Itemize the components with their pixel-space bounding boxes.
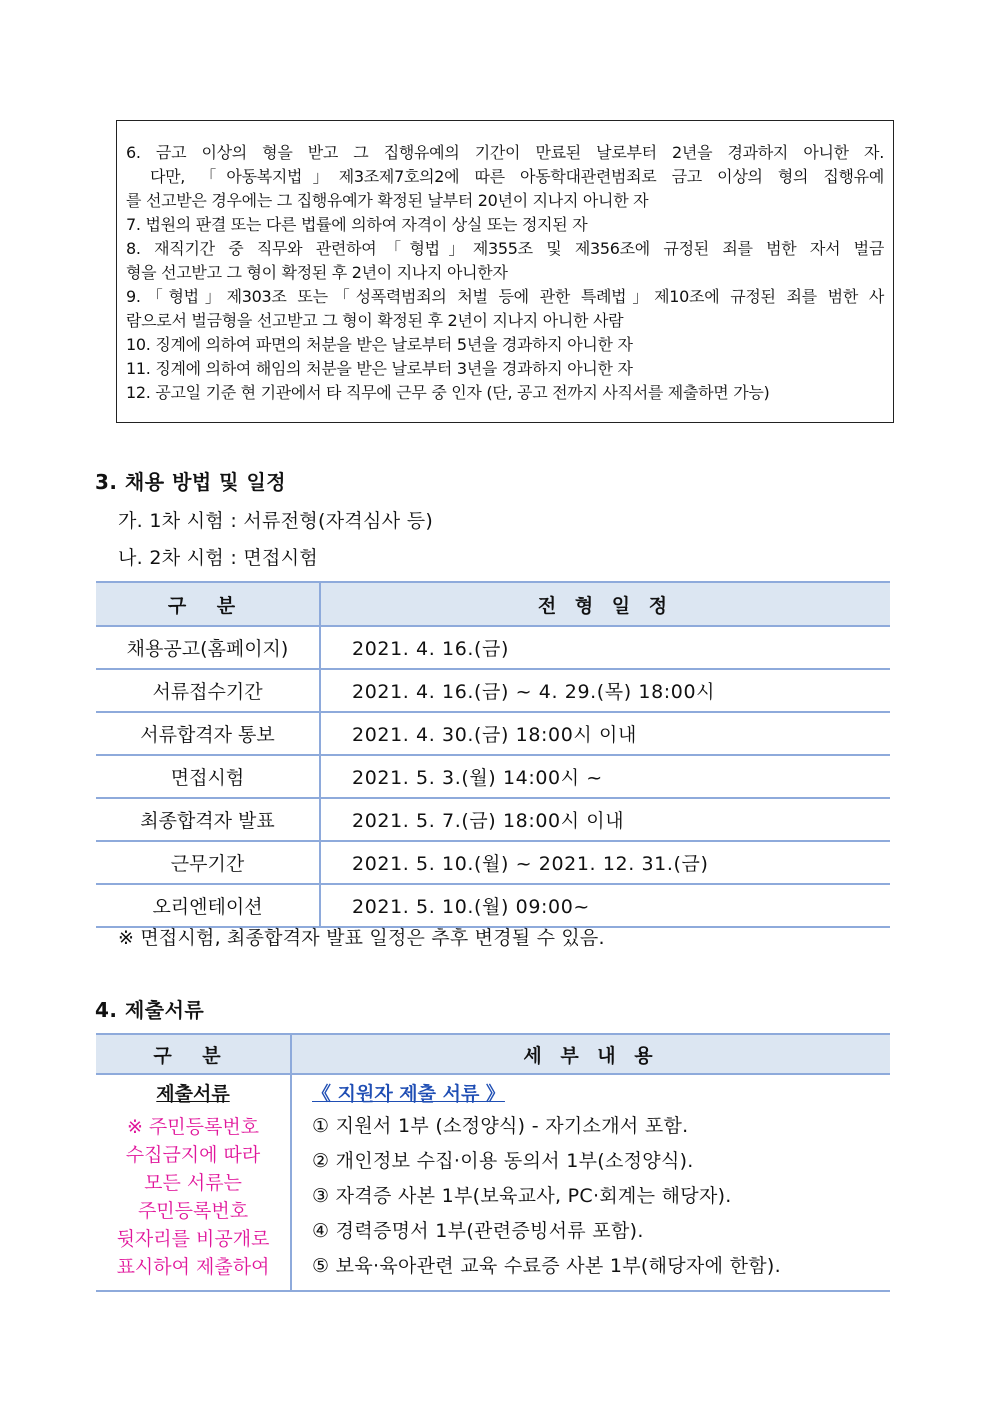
schedule-date: 2021. 5. 3.(월) 14:00시 ~ [320, 755, 890, 798]
schedule-note: ※ 면접시험, 최종합격자 발표 일정은 추후 변경될 수 있음. [118, 927, 605, 949]
documents-header-category: 구 분 [96, 1034, 291, 1074]
warning-line: 표시하여 제출하여 [116, 1256, 270, 1278]
table-row [96, 841, 890, 884]
box-line-6c: 를 선고받은 경우에는 그 집행유예가 확정된 날부터 20년이 지나지 아니한 자 [126, 191, 649, 210]
section3-title: 3. 채용 방법 및 일정 [95, 470, 287, 494]
list-item: ③ 자격증 사본 1부(보육교사, PC·회계는 해당자). [312, 1185, 732, 1207]
table-row [96, 755, 890, 798]
table-row [96, 626, 890, 669]
table-row [96, 1074, 890, 1291]
documents-header-row [96, 1034, 890, 1074]
list-item: ② 개인정보 수집·이용 동의서 1부(소정양식). [312, 1150, 694, 1172]
box-line-6: 6. 금고 이상의 형을 받고 그 집행유예의 기간이 만료된 날로부터 2년을 경과하지 아니한 자. [126, 143, 884, 162]
box-line-12: 12. 공고일 기준 현 기관에서 타 직무에 근무 중 인자 (단, 공고 전까지 사직서를 제출하면 가능) [126, 383, 770, 402]
disqualification-box [116, 120, 894, 423]
box-line-7: 7. 법원의 판결 또는 다른 법률에 의하여 자격이 상실 또는 정지된 자 [126, 215, 588, 234]
documents-warning-text [96, 1113, 290, 1281]
schedule-table [96, 581, 890, 928]
section3-step1: 가. 1차 시험 : 서류전형(자격심사 등) [118, 510, 434, 532]
schedule-header-category: 구 분 [96, 582, 320, 626]
schedule-label: 최종합격자 발표 [96, 798, 320, 841]
documents-category-title: 제출서류 [156, 1083, 230, 1105]
box-line-8b: 형을 선고받고 그 형이 확정된 후 2년이 지나지 아니한자 [126, 263, 508, 282]
section4-title: 4. 제출서류 [95, 998, 205, 1022]
documents-detail-cell [291, 1074, 890, 1291]
schedule-date: 2021. 4. 30.(금) 18:00시 이내 [320, 712, 890, 755]
box-line-9: 9.「형법」제303조 또는「성폭력범죄의 처벌 등에 관한 특례법」제10조에 규정된 죄를 범한 사 [126, 287, 884, 306]
schedule-label: 근무기간 [96, 841, 320, 884]
box-line-11: 11. 징계에 의하여 해임의 처분을 받은 날로부터 3년을 경과하지 아니한 자 [126, 359, 633, 378]
box-line-6b: 다만, 「아동복지법」제3조제7호의2에 따른 아동학대관련범죄로 금고 이상의 형의 집행유예 [150, 167, 884, 186]
list-item: ① 지원서 1부 (소정양식) - 자기소개서 포함. [312, 1115, 689, 1137]
schedule-header-date: 전 형 일 정 [320, 582, 890, 626]
table-row [96, 669, 890, 712]
documents-table [96, 1033, 890, 1292]
schedule-label: 채용공고(홈페이지) [96, 626, 320, 669]
table-row [96, 798, 890, 841]
box-line-9b: 람으로서 벌금형을 선고받고 그 형이 확정된 후 2년이 지나지 아니한 사람 [126, 311, 624, 330]
list-item: ④ 경력증명서 1부(관련증빙서류 포함). [312, 1220, 644, 1242]
schedule-date: 2021. 4. 16.(금) ~ 4. 29.(목) 18:00시 [320, 669, 890, 712]
warning-line: ※ 주민등록번호 [126, 1116, 260, 1138]
warning-line: 모든 서류는 [144, 1172, 242, 1194]
box-line-10: 10. 징계에 의하여 파면의 처분을 받은 날로부터 5년을 경과하지 아니한 자 [126, 335, 633, 354]
documents-category-cell [96, 1074, 291, 1291]
warning-line: 뒷자리를 비공개로 [116, 1228, 270, 1250]
table-row [96, 712, 890, 755]
box-line-8: 8. 재직기간 중 직무와 관련하여「형법」제355조 및 제356조에 규정된 죄를 범한 자서 벌금 [126, 239, 884, 258]
schedule-date: 2021. 4. 16.(금) [320, 626, 890, 669]
table-row [96, 884, 890, 927]
schedule-header-row [96, 582, 890, 626]
warning-line: 수집금지에 따라 [125, 1144, 261, 1166]
applicant-documents-title: 《 지원자 제출 서류 》 [312, 1083, 505, 1105]
schedule-date: 2021. 5. 10.(월) ~ 2021. 12. 31.(금) [320, 841, 890, 884]
schedule-date: 2021. 5. 7.(금) 18:00시 이내 [320, 798, 890, 841]
warning-line: 주민등록번호 [137, 1200, 249, 1222]
schedule-label: 서류합격자 통보 [96, 712, 320, 755]
schedule-date: 2021. 5. 10.(월) 09:00~ [320, 884, 890, 927]
schedule-label: 오리엔테이션 [96, 884, 320, 927]
schedule-label: 면접시험 [96, 755, 320, 798]
schedule-label: 서류접수기간 [96, 669, 320, 712]
documents-header-detail: 세 부 내 용 [291, 1034, 890, 1074]
section3-step2: 나. 2차 시험 : 면접시험 [118, 547, 319, 569]
list-item: ⑤ 보육·육아관련 교육 수료증 사본 1부(해당자에 한함). [312, 1255, 781, 1277]
